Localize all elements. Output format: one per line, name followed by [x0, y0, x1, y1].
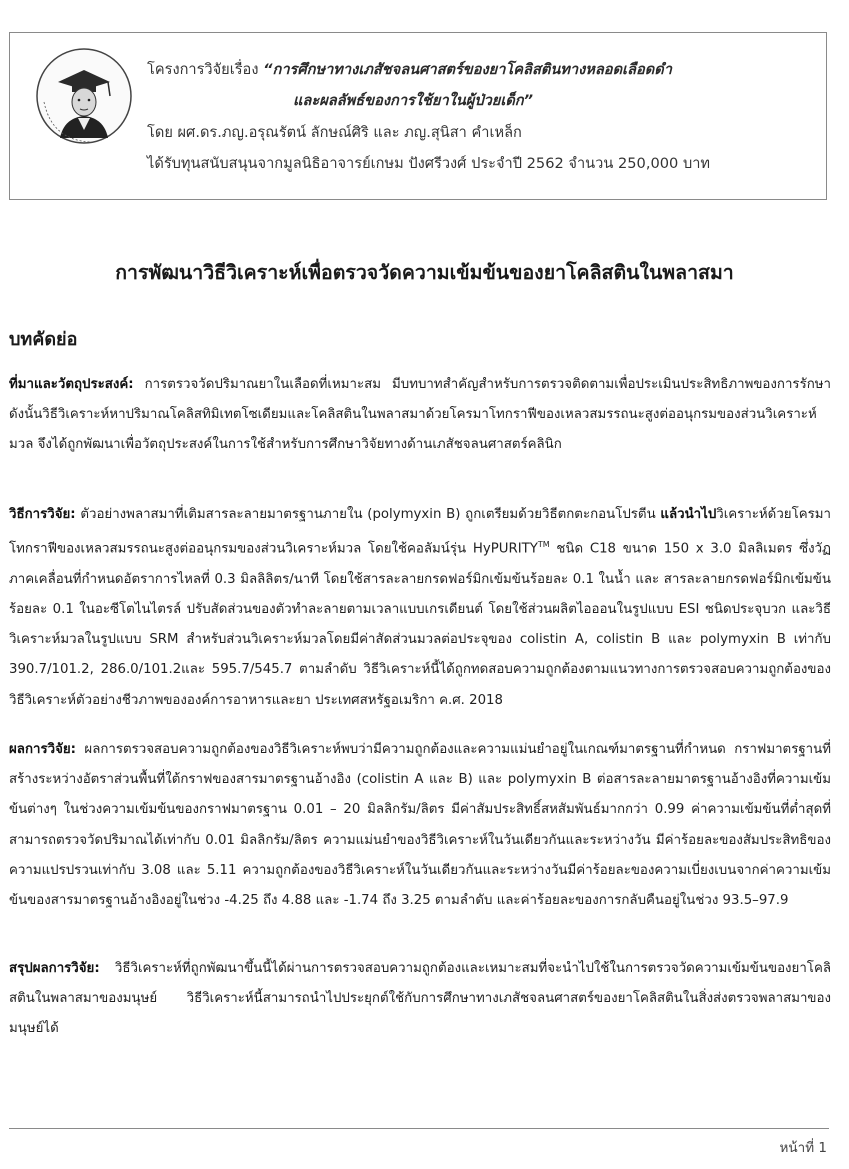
project-title-line1 [147, 60, 672, 80]
methods-text-c: วิเคราะห์ด้วยโครมาโทกราฟีของเหลวสมรรถนะสูงต่ออนุกรมของส่วนวิเคราะห์มวล โดยใช้คอลัมน์รุ่น HyPURITY [9, 507, 831, 557]
header-box [9, 32, 827, 200]
conclusion-label: สรุปผลการวิจัย: [9, 961, 100, 976]
footer-divider [9, 1128, 829, 1129]
conclusion-paragraph [9, 954, 831, 1045]
background-label: ที่มาและวัตถุประสงค์: [9, 377, 134, 392]
foundation-logo [34, 46, 134, 146]
methods-text-a: ตัวอย่างพลาสมาที่เติมสารละลายมาตรฐานภายใน (polymyxin B) ถูกเตรียมด้วยวิธีตกตะกอนโปรตีน [75, 507, 661, 522]
results-text: ผลการตรวจสอบความถูกต้องของวิธีวิเคราะห์พบว่ามีความถูกต้องและความแม่นยำอยู่ในเกณฑ์มาตรฐานที่กำหนด กราฟมาตรฐานที่สร้างระหว่างอัตราส่วนพื้นที่ใต้กราฟของสารมาตรฐานอ้างอิง (colistin A และ B) และ polymyxin B ต่อสารละลายมาตรฐานอ้างอิงที่ความเข้มข้นต่างๆ ในช่วงความเข้มข้นของกราฟมาตรฐาน 0.01 – 20 มิลลิกรัม/ลิตร มีค่าสัมประสิทธิ์สหสัมพันธ์มากกว่า 0.99 ค่าความเข้มข้นที่ต่ำสุดที่สามารถตรวจวัดปริมาณได้เท่ากับ 0.01 มิลลิกรัม/ลิตร ความแม่นยำของวิธีวิเคราะห์ในวันเดียวกันและระหว่างวัน มีค่าร้อยละของสัมประสิทธิของความแปรปรวนเท่ากับ 3.08 และ 5.11 ความถูกต้องของวิธีวิเคราะห์ในวันเดียวกันและระหว่างวันมีค่าร้อยละของความเบี่ยงเบนจากค่าความเข้มข้นของสารมาตรฐานอ้างอิงอยู่ในช่วง -4.25 ถึง 4.88 และ -1.74 ถึง 3.25 ตามลำดับ และค่าร้อยละของการกลับคืนอยู่ในช่วง 93.5–97.9 [9, 742, 831, 909]
methods-paragraph [9, 500, 831, 716]
project-authors: โดย ผศ.ดร.ภญ.อรุณรัตน์ ลักษณ์ศิริ และ ภญ.สุนิสา คำเหล็ก [147, 124, 522, 141]
background-text: การตรวจวัดปริมาณยาในเลือดที่เหมาะสม มีบทบาทสำคัญสำหรับการตรวจติดตามเพื่อประเมินประสิทธิภาพของการรักษา ดังนั้นวิธีวิเคราะห์หาปริมาณโคลิสทิมิเทตโซเดียมและโคลิสตินในพลาสมาด้วยโครมาโทกราฟีของเหลวสมรรถนะสูงต่ออนุกรมของส่วนวิเคราะห์มวล จึงได้ถูกพัฒนาเพื่อวัตถุประสงค์ในการใช้สำหรับการศึกษาวิจัยทางด้านเภสัชจลนศาสตร์คลินิก [9, 377, 831, 453]
methods-text-b: แล้วนำไป [660, 507, 717, 522]
project-prefix: โครงการวิจัยเรื่อง [147, 61, 259, 78]
trademark-sup: TM [537, 540, 550, 550]
results-paragraph [9, 735, 831, 916]
page-number: หน้าที่ 1 [779, 1140, 827, 1156]
portrait-seal-icon [34, 46, 134, 146]
methods-text-d: ชนิด C18 ขนาด 150 x 3.0 มิลลิเมตร ซึ่งวัฏภาคเคลื่อนที่กำหนดอัตราการไหลที่ 0.3 มิลลิลิตร/นาที โดยใช้สารละลายกรดฟอร์มิกเข้มข้นร้อยละ 0.1 ในน้ำ และ สารละลายกรดฟอร์มิกเข้มข้นร้อยละ 0.1 ในอะซีโตไนไตรล์ ปรับสัดส่วนของตัวทำละลายตามเวลาแบบเกรเดียนต์ โดยใช้ส่วนผลิตไอออนในรูปแบบ ESI ชนิดประจุบวก และวิธีวิเคราะห์มวลในรูปแบบ SRM สำหรับส่วนวิเคราะห์มวลโดยมีค่าสัดส่วนมวลต่อประจุของ colistin A, colistin B และ polymyxin B เท่ากับ 390.7/101.2, 286.0/101.2และ 595.7/545.7 ตามลำดับ วิธีวิเคราะห์นี้ได้ถูกทดสอบความถูกต้องตามแนวทางการตรวจสอบความถูกต้องของวิธีวิเคราะห์ตัวอย่างชีวภาพขององค์การอาหารและยา ประเทศสหรัฐอเมริกา ค.ศ. 2018 [9, 541, 831, 708]
project-title-part1: “การศึกษาทางเภสัชจลนศาสตร์ของยาโคลิสตินทางหลอดเลือดดำ [263, 61, 672, 78]
project-title-line2: และผลลัพธ์ของการใช้ยาในผู้ป่วยเด็ก” [293, 92, 534, 109]
results-label: ผลการวิจัย: [9, 742, 76, 757]
project-funding: ได้รับทุนสนับสนุนจากมูลนิธิอาจารย์เกษม ปังศรีวงศ์ ประจำปี 2562 จำนวน 250,000 บาท [147, 155, 711, 172]
conclusion-text: วิธีวิเคราะห์ที่ถูกพัฒนาขึ้นนี้ได้ผ่านการตรวจสอบความถูกต้องและเหมาะสมที่จะนำไปใช้ในการตรวจวัดความเข้มข้นของยาโคลิสตินในพลาสมาของมนุษย์ วิธีวิเคราะห์นี้สามารถนำไปประยุกต์ใช้กับการศึกษาทางเภสัชจลนศาสตร์ของยาโคลิสตินในสิ่งส่งตรวจพลาสมาของมนุษย์ได้ [9, 961, 831, 1037]
document-title: การพัฒนาวิธีวิเคราะห์เพื่อตรวจวัดความเข้มข้นของยาโคลิสตินในพลาสมา [115, 261, 734, 284]
abstract-heading: บทคัดย่อ [9, 329, 78, 350]
background-paragraph [9, 370, 831, 461]
methods-label: วิธีการวิจัย: [9, 507, 76, 522]
